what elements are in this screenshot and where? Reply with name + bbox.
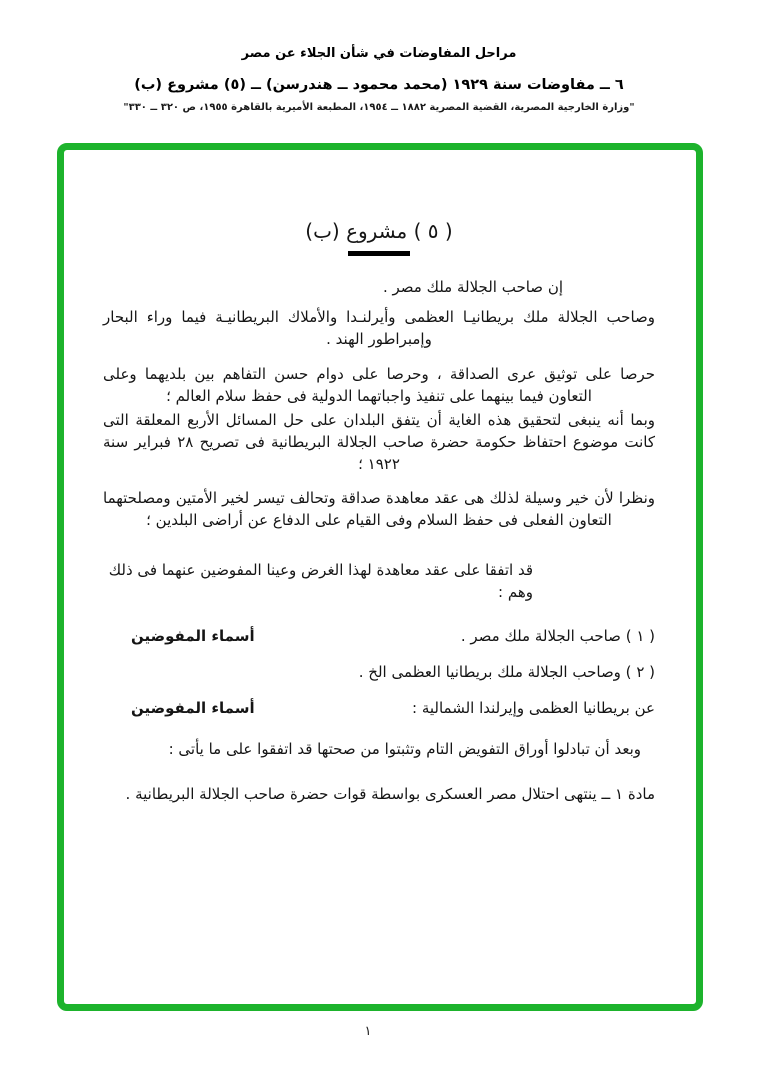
header-source-note: "وزارة الخارجية المصرية، القضية المصرية ١٨٨٢ ــ ١٩٥٤، المطبعة الأميرية بالقاهرة ١٩٥٥، ص ٣٢٠ ــ ٣٣٠" [123, 102, 635, 113]
party-row-egypt [103, 625, 655, 647]
page-number: ١ [364, 1024, 372, 1039]
preamble-paragraph: إن صاحب الجلالة ملك مصر . [382, 278, 563, 296]
header-title: مراحل المفاوضات في شأن الجلاء عن مصر [241, 46, 517, 61]
green-highlight-frame [57, 143, 703, 1011]
preamble-paragraph: ونظرا لأن خير وسيلة لذلك هى عقد معاهدة صداقة وتحالف تيسر لخير الأمتين ومصلحتهما التعاون الفعلى فى حفظ السلام وفى القيام على الدفاع عن أراضى البلدين ؛ [103, 489, 655, 529]
article-1: مادة ١ ــ ينتهى احتلال مصر العسكرى بواسطة قوات حضرة صاحب الجلالة البريطانية . [125, 785, 655, 803]
delegates-names-label: أسماء المفوضين [131, 699, 255, 717]
agreement-line: قد اتفقا على عقد معاهدة لهذا الغرض وعينا المفوضين عنهما فى ذلك وهم : [108, 561, 533, 601]
party-item: عن بريطانيا العظمى وإيرلندا الشمالية : [412, 699, 655, 717]
party-row-britain [103, 661, 655, 683]
page-header [0, 46, 758, 113]
scanned-document [64, 150, 696, 805]
preamble-paragraph: حرصا على توثيق عرى الصداقة ، وحرصا على دوام حسن التفاهم بين بلديهما وعلى التعاون فيما بينهما على تنفيذ واجباتهما الدولية فى حفظ سلام العالم ؛ [103, 365, 655, 405]
party-item: ( ٢ ) وصاحب الجلالة ملك بريطانيا العظمى الخ . [358, 663, 655, 681]
title-underline [348, 251, 410, 256]
header-subtitle: ٦ ــ مفاوضات سنة ١٩٢٩ (محمد محمود ــ هندرسن) ــ (٥) مشروع (ب) [134, 77, 624, 93]
preamble-paragraph: وبما أنه ينبغى لتحقيق هذه الغاية أن يتفق البلدان على حل المسائل الأربع المعلقة التى كانت موضوع احتفاظ حكومة حضرة صاحب الجلالة البريطانية فى تصريح ٢٨ فبراير سنة ١٩٢٢ ؛ [103, 411, 655, 473]
preamble-paragraph: وصاحب الجلالة ملك بريطانيـا العظمى وأيرلنـدا والأملاك البريطانيـة فيما وراء البحار وإمبراطور الهند . [103, 308, 655, 348]
party-row-uk-delegates [103, 697, 655, 719]
document-title: ( ٥ ) مشروع (ب) [305, 219, 453, 243]
delegates-names-label: أسماء المفوضين [131, 627, 255, 645]
credentials-exchange-line: وبعد أن تبادلوا أوراق التفويض التام وتثبتوا من صحتها قد اتفقوا على ما يأتى : [168, 740, 641, 758]
party-item: ( ١ ) صاحب الجلالة ملك مصر . [460, 627, 655, 645]
